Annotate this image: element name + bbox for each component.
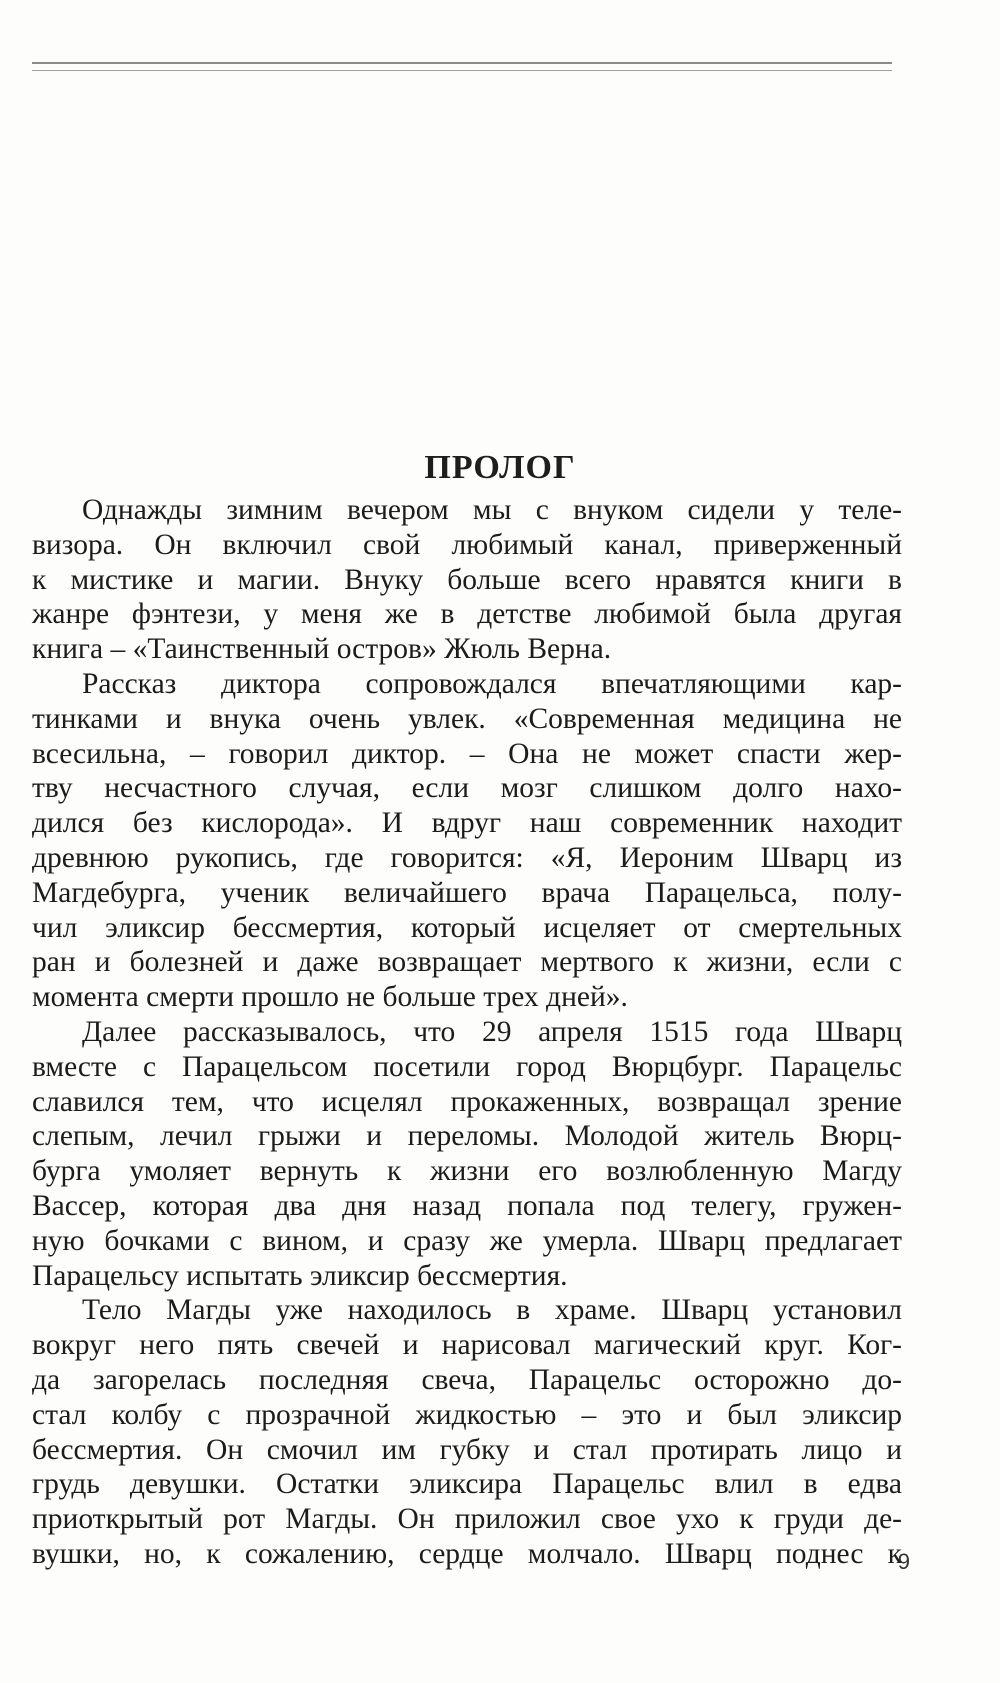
text-line: бурга умоляет вернуть к жизни его возлюбленную Магду [32, 1155, 902, 1188]
text-line: вушки, но, к сожалению, сердце молчало. Шварц поднес к [32, 1537, 902, 1570]
text-line: тву несчастного случая, если мозг слишком долго нахо- [32, 772, 902, 805]
paragraph [32, 1293, 902, 1571]
text-line: грудь девушки. Остатки эликсира Парацельс влил в едва [32, 1468, 902, 1501]
paragraph [32, 1015, 902, 1293]
text-line: Магдебурга, ученик величайшего врача Парацельса, полу- [32, 876, 902, 909]
paragraph [32, 667, 902, 1015]
text-line: Вассер, которая два дня назад попала под телегу, гружен- [32, 1189, 902, 1222]
text-line: момента смерти прошло не больше трех дней». [32, 981, 628, 1014]
text-line: ран и болезней и даже возвращает мертвого к жизни, если с [32, 946, 902, 979]
text-line: приоткрытый рот Магды. Он приложил свое ухо к груди де- [32, 1503, 902, 1536]
text-line: тинками и внука очень увлек. «Современная медицина не [32, 702, 902, 735]
text-line: чил эликсир бессмертия, который исцеляет от смертельных [32, 911, 902, 944]
text-line: книга – «Таинственный остров» Жюль Верна. [32, 633, 612, 666]
text-line: да загорелась последняя свеча, Парацельс осторожно до- [32, 1363, 902, 1396]
text-line: Однажды зимним вечером мы с внуком сидели у теле- [82, 494, 902, 526]
page-number: 9 [897, 1549, 910, 1574]
text-line: славился тем, что исцелял прокаженных, возвращал зрение [32, 1085, 902, 1118]
text-line: визора. Он включил свой любимый канал, приверженный [32, 528, 902, 561]
text-line: Рассказ диктора сопровождался впечатляющими кар- [82, 667, 902, 700]
text-line: всесильна, – говорил диктор. – Она не может спасти жер- [32, 737, 902, 770]
text-line: древнюю рукопись, где говорится: «Я, Иероним Шварц из [32, 841, 902, 874]
text-line: слепым, лечил грыжи и переломы. Молодой житель Вюрц- [32, 1120, 902, 1153]
text-line: бессмертия. Он смочил им губку и стал протирать лицо и [32, 1433, 902, 1466]
paragraph [32, 493, 902, 667]
text-line: Тело Магды уже находилось в храме. Шварц установил [82, 1294, 902, 1327]
text-line: Далее рассказывалось, что 29 апреля 1515 года Шварц [82, 1015, 902, 1048]
text-line: дился без кислорода». И вдруг наш современник находит [32, 807, 902, 840]
chapter-body [32, 493, 902, 1572]
header-rule-bottom [32, 70, 892, 71]
text-line: стал колбу с прозрачной жидкостью – это и был эликсир [32, 1398, 902, 1431]
text-line: Парацельсу испытать эликсир бессмертия. [32, 1259, 568, 1292]
chapter-title: ПРОЛОГ [424, 448, 576, 486]
text-line: вокруг него пять свечей и нарисовал магический круг. Ког- [32, 1329, 902, 1362]
text-line: вместе с Парацельсом посетили город Вюрцбург. Парацельс [32, 1050, 902, 1083]
text-line: ную бочками с вином, и сразу же умерла. Шварц предлагает [32, 1224, 902, 1257]
header-rule-top [32, 62, 892, 64]
text-line: жанре фэнтези, у меня же в детстве любимой была другая [32, 598, 902, 631]
text-line: к мистике и магии. Внуку больше всего нравятся книги в [32, 563, 902, 596]
